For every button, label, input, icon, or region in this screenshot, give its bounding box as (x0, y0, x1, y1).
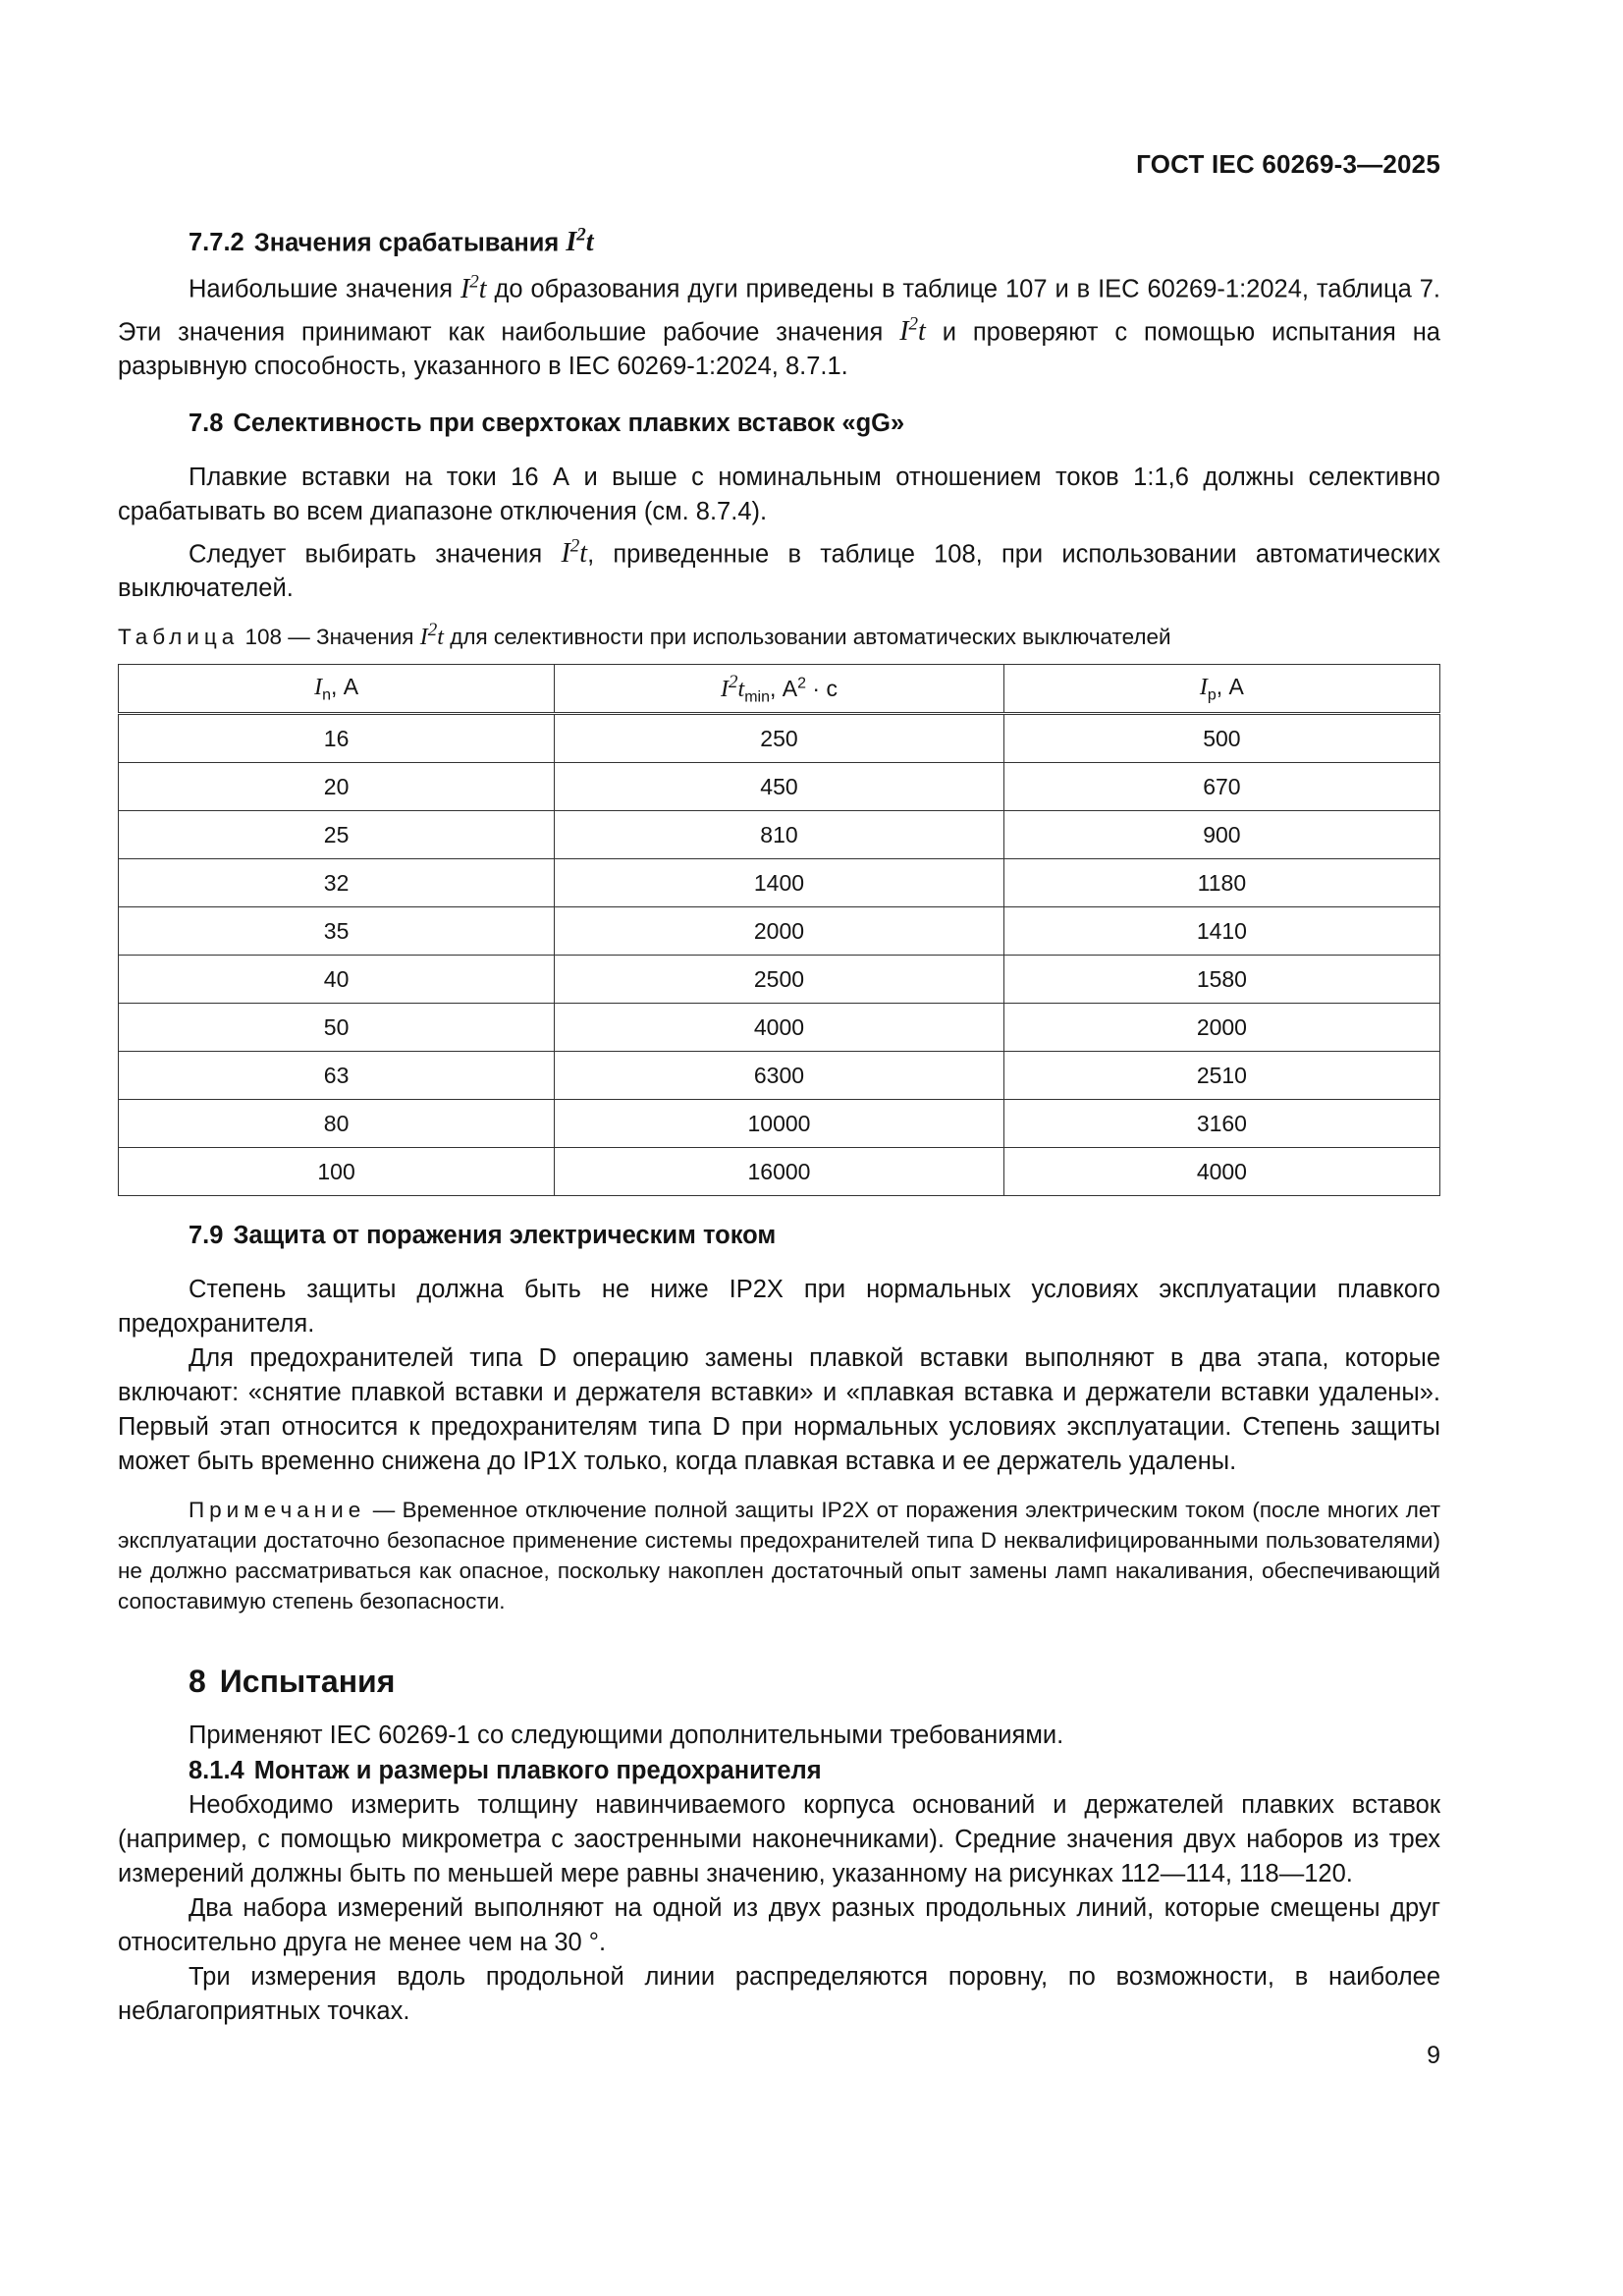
text-run: до образования дуги приведены в таблице 107 и в IEC 60269-1:2024, таблица 7. Эти значения принимают как наибольшие рабочие значения (118, 275, 1440, 346)
text-run: Следует выбирать значения (189, 540, 543, 569)
section-7-8-paragraph-1: Плавкие вставки на токи 16 А и выше с номинальным отношением токов 1:1,6 должны селективно срабатывать во всем диапазоне отключения (см. 8.7.4). (118, 463, 1440, 525)
table-cell: 1580 (1003, 956, 1439, 1004)
section-7-9-paragraph-1: Степень защиты должна быть не ниже IP2X при нормальных условиях эксплуатации плавкого предохранителя. (118, 1276, 1440, 1339)
section-title: Селективность при сверхтоках плавких вставок «gG» (233, 409, 905, 437)
section-8-1-4-heading (189, 1753, 1440, 1788)
table-cell: 63 (119, 1052, 555, 1100)
table-row (119, 1148, 1440, 1196)
formula-i2t: $I^2t$ (561, 535, 588, 570)
table-cell: 40 (119, 956, 555, 1004)
formula-i2t: $I^2t$ (460, 271, 487, 304)
table-108-body (119, 714, 1440, 1196)
table-row (119, 811, 1440, 859)
table-108 (118, 664, 1440, 1196)
page-content (118, 218, 1440, 2029)
table-row (119, 1004, 1440, 1052)
table-cell: 35 (119, 907, 555, 956)
running-header: ГОСТ IEC 60269-3—2025 (1136, 149, 1440, 179)
table-header-row (119, 665, 1440, 714)
text-run: и проверяют с помощью испытания на разрывную способность, указанного в IEC 60269-1:2024, 8.7.1. (118, 317, 1440, 380)
table-cell: 2000 (1003, 1004, 1439, 1052)
table-cell: 900 (1003, 811, 1439, 859)
table-cell: 80 (119, 1100, 555, 1148)
table-cell: 810 (555, 811, 1004, 859)
table-cell: 50 (119, 1004, 555, 1052)
section-7-8-paragraph-2 (118, 529, 1440, 606)
table-cell: 4000 (1003, 1148, 1439, 1196)
formula-i2t: $I^2t$ (899, 313, 926, 347)
table-cell: 6300 (555, 1052, 1004, 1100)
table-cell: 500 (1003, 714, 1439, 763)
document-page (118, 0, 1440, 2296)
table-row (119, 1052, 1440, 1100)
table-cell: 1400 (555, 859, 1004, 907)
section-7-9-heading (189, 1218, 1440, 1253)
table-cell: 450 (555, 763, 1004, 811)
header-peak-current: $I_p$, А (1003, 665, 1439, 714)
table-cell: 25 (119, 811, 555, 859)
table-cell: 100 (119, 1148, 555, 1196)
section-7-7-2-heading (189, 218, 1440, 260)
table-cell: 2500 (555, 956, 1004, 1004)
section-number: 7.9 (189, 1222, 224, 1250)
table-cell: 16000 (555, 1148, 1004, 1196)
section-number: 8.1.4 (189, 1757, 244, 1785)
table-cell: 1410 (1003, 907, 1439, 956)
section-7-8-heading (189, 406, 1440, 441)
formula-i2t: $I^2t$ (419, 620, 444, 651)
section-title: Испытания (219, 1664, 396, 1700)
section-number: 7.8 (189, 409, 224, 437)
section-title: Значения срабатывания (253, 229, 560, 257)
table-cell: 32 (119, 859, 555, 907)
section-8-heading (189, 1660, 1440, 1703)
section-8-1-4-paragraph-3: Три измерения вдоль продольной линии распределяются поровну, по возможности, в наиболее неблагоприятных точках. (118, 1963, 1440, 2026)
table-cell: 20 (119, 763, 555, 811)
section-number: 8 (189, 1664, 206, 1700)
note-text: — Временное отключение полной защиты IP2X от поражения электрическим током (после многих лет эксплуатации достаточно безопасное применение системы предохранителей типа D неквалифицированными пользователями) не должно рассматриваться как опасное, поскольку накоплен достаточный опыт замены ламп накаливания, обеспечивающий сопоставимую степень безопасности. (118, 1498, 1440, 1614)
table-cell: 1180 (1003, 859, 1439, 907)
table-cell: 10000 (555, 1100, 1004, 1148)
table-row (119, 1100, 1440, 1148)
table-cell: 2510 (1003, 1052, 1439, 1100)
table-row (119, 859, 1440, 907)
caption-number: 108 — Значения (244, 625, 414, 650)
table-cell: 16 (119, 714, 555, 763)
section-8-paragraph-1: Применяют IEC 60269-1 со следующими дополнительными требованиями. (189, 1722, 1064, 1750)
section-title: Монтаж и размеры плавкого предохранителя (253, 1757, 822, 1785)
section-7-9-paragraph-2: Для предохранителей типа D операцию замены плавкой вставки выполняют в два этапа, которые включают: «снятие плавкой вставки и держателя вставки» и «плавкая вставка и держатели вставки удалены». Первый этап относится к предохранителям типа D при нормальных условиях эксплуатации. Степень защиты может быть временно снижена до IP1X только, когда плавкая вставка и ее держатель удалены. (118, 1344, 1440, 1476)
note-label: Примечание (189, 1498, 366, 1523)
section-7-7-2-paragraph (118, 264, 1440, 384)
table-cell: 4000 (555, 1004, 1004, 1052)
table-row (119, 956, 1440, 1004)
note (118, 1495, 1440, 1616)
caption-text: для селективности при использовании автоматических выключателей (450, 625, 1171, 650)
page-number: 9 (1427, 2042, 1440, 2069)
table-cell: 670 (1003, 763, 1439, 811)
text-run: , приведенные в таблице 108, при использовании автоматических выключателей. (118, 540, 1441, 603)
table-cell: 2000 (555, 907, 1004, 956)
formula-i2t: $I^2t$ (566, 225, 594, 258)
table-cell: 3160 (1003, 1100, 1439, 1148)
section-number: 7.7.2 (189, 229, 244, 257)
table-row (119, 907, 1440, 956)
section-title: Защита от поражения электрическим током (233, 1222, 777, 1250)
table-108-caption (118, 616, 1440, 652)
table-cell: 250 (555, 714, 1004, 763)
header-rated-current: $I_n$, А (119, 665, 555, 714)
table-row (119, 714, 1440, 763)
caption-word: Таблица (118, 625, 240, 650)
table-row (119, 763, 1440, 811)
text-run: Наибольшие значения (189, 275, 454, 303)
section-8-1-4-paragraph-1: Необходимо измерить толщину навинчиваемого корпуса оснований и держателей плавких вставок (например, с помощью микрометра с заостренными наконечниками). Средние значения двух наборов из трех измерений должны быть по меньшей мере равны значению, указанному на рисунках 112—114, 118—120. (118, 1791, 1440, 1888)
header-i2t-min: $I^2t_{min}$, $А^2 \cdot с$ (555, 665, 1004, 714)
section-8-1-4-paragraph-2: Два набора измерений выполняют на одной из двух разных продольных линий, которые смещены друг относительно друга не менее чем на 30 °. (118, 1894, 1440, 1957)
